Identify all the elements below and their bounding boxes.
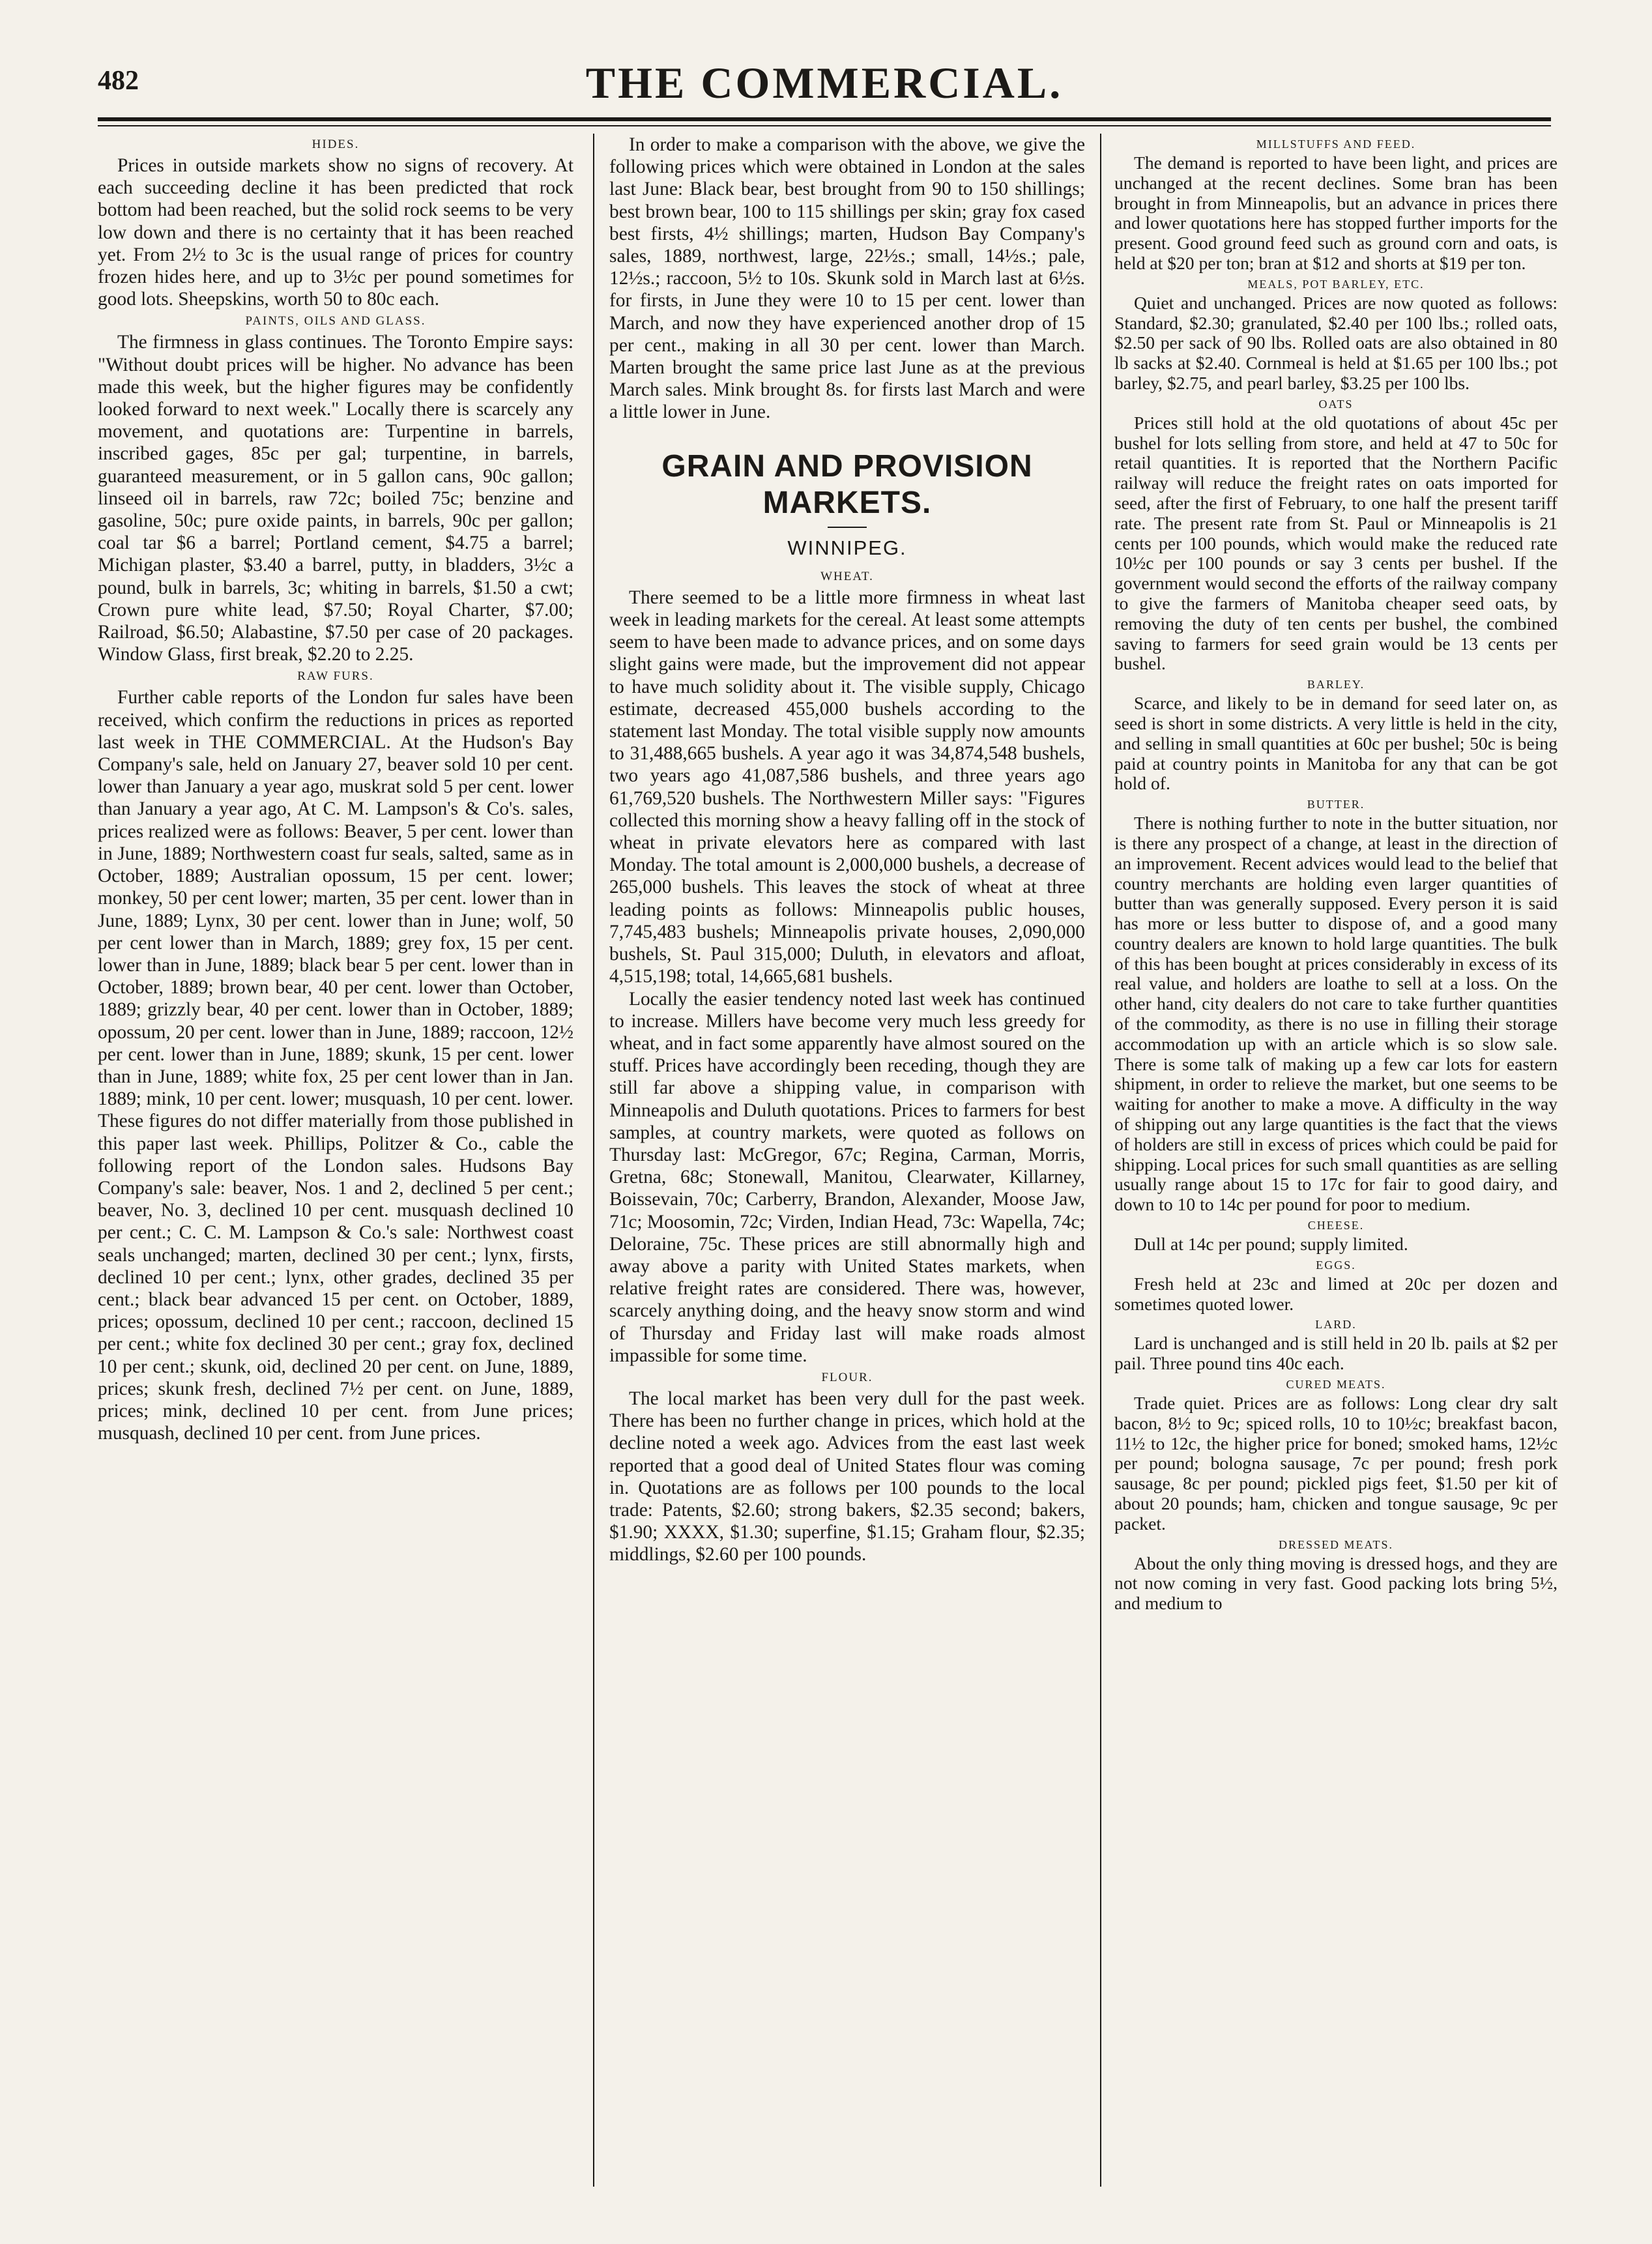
lard-heading: LARD. (1315, 1318, 1357, 1332)
masthead-title: THE COMMERCIAL. (585, 58, 1064, 108)
eggs-paragraph: Fresh held at 23c and limed at 20c per dozen and sometimes quoted lower. (1114, 1273, 1558, 1314)
paints-heading: PAINTS, OILS AND GLASS. (245, 314, 426, 328)
column-2 (609, 134, 1085, 2187)
page-header (98, 39, 1551, 117)
dressed-meats-paragraph: About the only thing moving is dressed hogs, and they are not now coming in very fast. Good packing lots bring 5½, and medium to (1114, 1552, 1558, 1614)
furs-continued-paragraph: In order to make a comparison with the above, we give the following prices which were obtained in London at the sales last June: Black bear, best brought from 90 to 150 shillings; best brown bear, 100 to 115 shillings per skin; gray fox cased best firsts, 4½ shillings; marten, Hudson Bay Company's sales, 1889, northwest, large, 22½s.; small, 14½s.; pale, 12½s.; raccoon, 5½ to 10s. Skunk sold in March last at 6½s. for firsts, in June they were 10 to 15 per cent. lower than March, and now they have experienced another drop of 15 per cent., making in all 30 per cent. lower than March. Marten brought the same price last June as at the previous March sales. Mink brought 8s. for firsts last March and were a little lower in June. (609, 134, 1085, 423)
millstuffs-heading: MILLSTUFFS AND FEED. (1256, 138, 1416, 151)
dressed-meats-heading: DRESSED MEATS. (1278, 1537, 1394, 1551)
oats-heading: OATS (1318, 397, 1354, 411)
hides-heading: HIDES. (312, 138, 360, 151)
barley-paragraph: Scarce, and likely to be in demand for seed later on, as seed is short in some districts. A very little is held in the city, and selling in small quantities at 60c per bushel; 50c is being paid at country points in Manitoba for any that can be got hold of. (1114, 693, 1558, 794)
hides-paragraph: Prices in outside markets show no signs of recovery. At each succeeding decline it has been predicted that rock bottom had been reached, but the solid rock seems to be very low down and there is no certainty that it has been reached yet. From 2½ to 3c is the usual range of prices for country frozen hides here, and up to 3½c per pound sometimes for good lots. Sheepskins, worth 50 to 80c each. (98, 155, 573, 310)
millstuffs-paragraph: The demand is reported to have been light, and prices are unchanged at the recent declines. Some bran has been brought in from Minneapolis, but an advance in prices there and lower quotations here has stopped further imports for the present. Good ground feed such as ground corn and oats, is held at $20 per ton; bran at $12 and shorts at $19 per ton. (1114, 153, 1558, 273)
paints-paragraph: The firmness in glass continues. The Toronto Empire says: "Without doubt prices will be higher. No advance has been made this week, but the higher figures may be confidently looked forward to next week." Locally there is scarcely any movement, and quotations are: Turpentine in barrels, inscribed gages, 85c per gal; turpentine, in barrels, guaranteed measurement, or in 5 gallon cans, 90c gallon; linseed oil in barrels, raw 72c; boiled 75c; benzine and gasoline, 50c; pure oxide paints, in barrels, 90c per gallon; coal tar $6 a barrel; Portland cement, $4.75 a barrel; Michigan plaster, $3.40 a barrel, putty, in bladders, 3½c a pound, bulk in barrels, 3c; whiting in barrels, $1.50 a cwt; Crown pure white lead, $7.50; Royal Charter, $7.00; Railroad, $6.50; Alabastine, $7.50 per case of 20 packages. Window Glass, first break, $2.20 to 2.25. (98, 332, 573, 665)
raw-furs-heading: RAW FURS. (297, 669, 374, 684)
wheat-heading: WHEAT. (820, 569, 874, 583)
flour-paragraph: The local market has been very dull for the past week. There has been no further change in prices, which hold at the decline noted a week ago. Advices from the east last week reported that a good deal of United States flour was coming in. Quotations are as follows per 100 pounds to the local trade: Patents, $2.60; strong bakers, $2.35 second; bakers, $1.90; XXXX, $1.30; superfine, $1.15; Graham flour, $2.35; middlings, $2.60 per 100 pounds. (609, 1388, 1085, 1566)
page-number: 482 (98, 66, 139, 96)
column-divider-1 (593, 134, 594, 2187)
oats-paragraph: Prices still hold at the old quotations of about 45c per bushel for lots selling from store, and held at 47 to 50c for retail quantities. It is reported that the Northern Pacific railway will reduce the freight rates on oats imported for seed, after the first of February, to one half the present tariff rate. The present rate from St. Paul or Minneapolis is 21 cents per 100 pounds, which would make the reduced rate 10½c per 100 pounds or say 3 cents per bushel. If the government would second the efforts of the railway company to give the farmers of Manitoba cheaper seed oats, by removing the duty of ten cents per bushel, the combined saving to farmers for seed grain would be 13 cents per bushel. (1114, 412, 1558, 674)
eggs-heading: EGGS. (1316, 1258, 1356, 1272)
cheese-paragraph: Dull at 14c per pound; supply limited. (1134, 1234, 1408, 1255)
header-rule-thick (98, 117, 1551, 121)
header-rule-thin (98, 125, 1551, 126)
cheese-heading: CHEESE. (1307, 1219, 1365, 1232)
title-rule (828, 527, 867, 528)
section-title: GRAIN AND PROVISION MARKETS. (661, 448, 1033, 520)
cured-meats-paragraph: Trade quiet. Prices are as follows: Long clear dry salt bacon, 8½ to 9c; spiced rolls, 10 to 10½c; breakfast bacon, 11½ to 12c, the higher price for boned; smoked hams, 12½c per pound; bologna sausage, 7c per pound; fresh pork sausage, 8c per pound; pickled pigs feet, $1.50 per kit of about 20 pounds; ham, chicken and tongue sausage, 9c per packet. (1114, 1393, 1558, 1534)
lard-paragraph: Lard is unchanged and is still held in 20 lb. pails at $2 per pail. Three pound tins 40c each. (1114, 1333, 1558, 1374)
column-3 (1114, 134, 1558, 2187)
wheat-paragraph-1: There seemed to be a little more firmness in wheat last week in leading markets for the cereal. At least some attempts seem to have been made to advance prices, and on some days slight gains were made, but the improvement did not appear to have much solidity about it. The visible supply, Chicago estimate, decreased 455,000 bushels according to the statement last Monday. The total visible supply now amounts to 31,488,665 bushels. A year ago it was 34,874,548 bushels, two years ago 41,087,586 bushels, and three years ago 61,769,520 bushels. The Northwestern Miller says: "Figures collected this morning show a heavy falling off in the stock of wheat in private elevators here as compared with last Monday. The total amount is 2,000,000 bushels, a decrease of 265,000 bushels. This leaves the stock of wheat at three leading points as follows: Minneapolis public houses, 7,745,483 bushels; Minneapolis private houses, 2,090,000 bushels, St. Paul 315,000; Duluth, in elevators and afloat, 4,515,198; total, 14,665,681 bushels. (609, 587, 1085, 987)
butter-paragraph: There is nothing further to note in the butter situation, nor is there any prospect of a change, at least in the direction of an improvement. Recent advices would lead to the belief that country merchants are holding even larger quantities of butter than was generally supposed. Every person it is said has more or less butter to dispose of, and a good many country dealers are known to hold large quantities. The bulk of this has been bought at prices considerably in excess of its real value, and holders are loathe to sell at a loss. On the other hand, city dealers do not care to take further quantities of the commodity, as there is no use in filling their storage accommodation up with an article which is so slow sale. There is some talk of making up a few car lots for eastern shipment, in order to relieve the market, but one seems to be waiting for another to make a move. A difficulty in the way of shipping out any large quantities is the fact that the views of holders are still in excess of prices which could be paid for shipping. Local prices for such small quantities as are selling usually range about 15 to 17c for fair to good dairy, and down to 10 to 14c per pound for poor to medium. (1114, 813, 1558, 1215)
barley-heading: BARLEY. (1307, 678, 1365, 692)
wheat-paragraph-2: Locally the easier tendency noted last week has continued to increase. Millers have become very much less greedy for wheat, and in fact some apparently have almost soured on the stuff. Prices have accordingly been receding, though they are still far above a shipping value, in comparison with Minneapolis and Duluth quotations. Prices to farmers for best samples, at country markets, were quoted as follows on Thursday last: McGregor, 67c; Regina, Carman, Morris, Gretna, 68c; Stonewall, Manitou, Clearwater, Killarney, Boissevain, 70c; Carberry, Brandon, Alexander, Moose Jaw, 71c; Moosomin, 72c; Virden, Indian Head, 73c: Wapella, 74c; Deloraine, 75c. These prices are still abnormally high and away above a parity with United States markets, when relative freight rates are considered. There was, however, scarcely anything doing, and the heavy snow storm and wind of Thursday and Friday last will make roads almost impassible for some time. (609, 988, 1085, 1366)
city-title: WINNIPEG. (787, 536, 907, 559)
column-1 (98, 134, 573, 2187)
cured-meats-heading: CURED MEATS. (1286, 1378, 1386, 1392)
flour-heading: FLOUR. (821, 1370, 873, 1384)
raw-furs-paragraph: Further cable reports of the London fur sales have been received, which confirm the reductions in prices as reported last week in THE COMMERCIAL. At the Hudson's Bay Company's sale, held on January 27, beaver sold 10 per cent. lower than January a year ago, muskrat sold 5 per cent. lower than January a year ago, At C. M. Lampson's & Co's. sales, prices realized were as follows: Beaver, 5 per cent. lower than in June, 1889; Northwestern coast fur seals, salted, same as in October, 1889; Australian opossum, 15 per cent. lower; monkey, 50 per cent lower; marten, 35 per cent. lower than in June, 1889; Lynx, 30 per cent. lower than in June; wolf, 50 per cent lower than in March, 1889; grey fox, 15 per cent. lower than in June, 1889; black bear 5 per cent. lower than in October, 1889; brown bear, 40 per cent. lower than October, 1889; grizzly bear, 40 per cent. lower than in October, 1889; opossum, 20 per cent. lower than in June, 1889; raccoon, 12½ per cent. lower than in June, 1889; skunk, 15 per cent. lower than in June, 1889; white fox, 25 per cent lower than in Jan. 1889; mink, 10 per cent. lower; musquash, 10 per cent. lower. These figures do not differ materially from those published in this paper last week. Phillips, Politzer & Co., cable the following report of the London sales. Hudsons Bay Company's sale: beaver, Nos. 1 and 2, declined 5 per cent.; beaver, No. 3, declined 10 per cent. musquash declined 10 per cent.; C. C. M. Lampson & Co.'s sale: Northwest coast seals unchanged; marten, declined 30 per cent.; lynx, firsts, declined 10 per cent.; lynx, other grades, declined 35 per cent.; black bear advanced 15 per cent. on October, 1889, prices; opossum, declined 10 per cent.; raccoon, declined 15 per cent.; white fox declined 30 per cent.; gray fox, declined 10 per cent.; skunk, oid, declined 20 per cent. on June, 1889, prices; skunk fresh, declined 7½ per cent. on June, 1889, prices; mink, declined 10 per cent. from June prices; musquash, declined 10 per cent. from June prices. (98, 687, 573, 1444)
butter-heading: BUTTER. (1307, 798, 1365, 811)
meals-heading: MEALS, POT BARLEY, ETC. (1247, 277, 1425, 291)
column-divider-2 (1100, 134, 1101, 2187)
meals-paragraph: Quiet and unchanged. Prices are now quoted as follows: Standard, $2.30; granulated, $2.40 per 100 lbs.; rolled oats, $2.50 per sack of 90 lbs. Rolled oats are also obtained in 80 lb sacks at $2.40. Cornmeal is held at $1.65 per 100 lbs.; pot barley, $2.75, and pearl barley, $3.25 per 100 lbs. (1114, 292, 1558, 393)
